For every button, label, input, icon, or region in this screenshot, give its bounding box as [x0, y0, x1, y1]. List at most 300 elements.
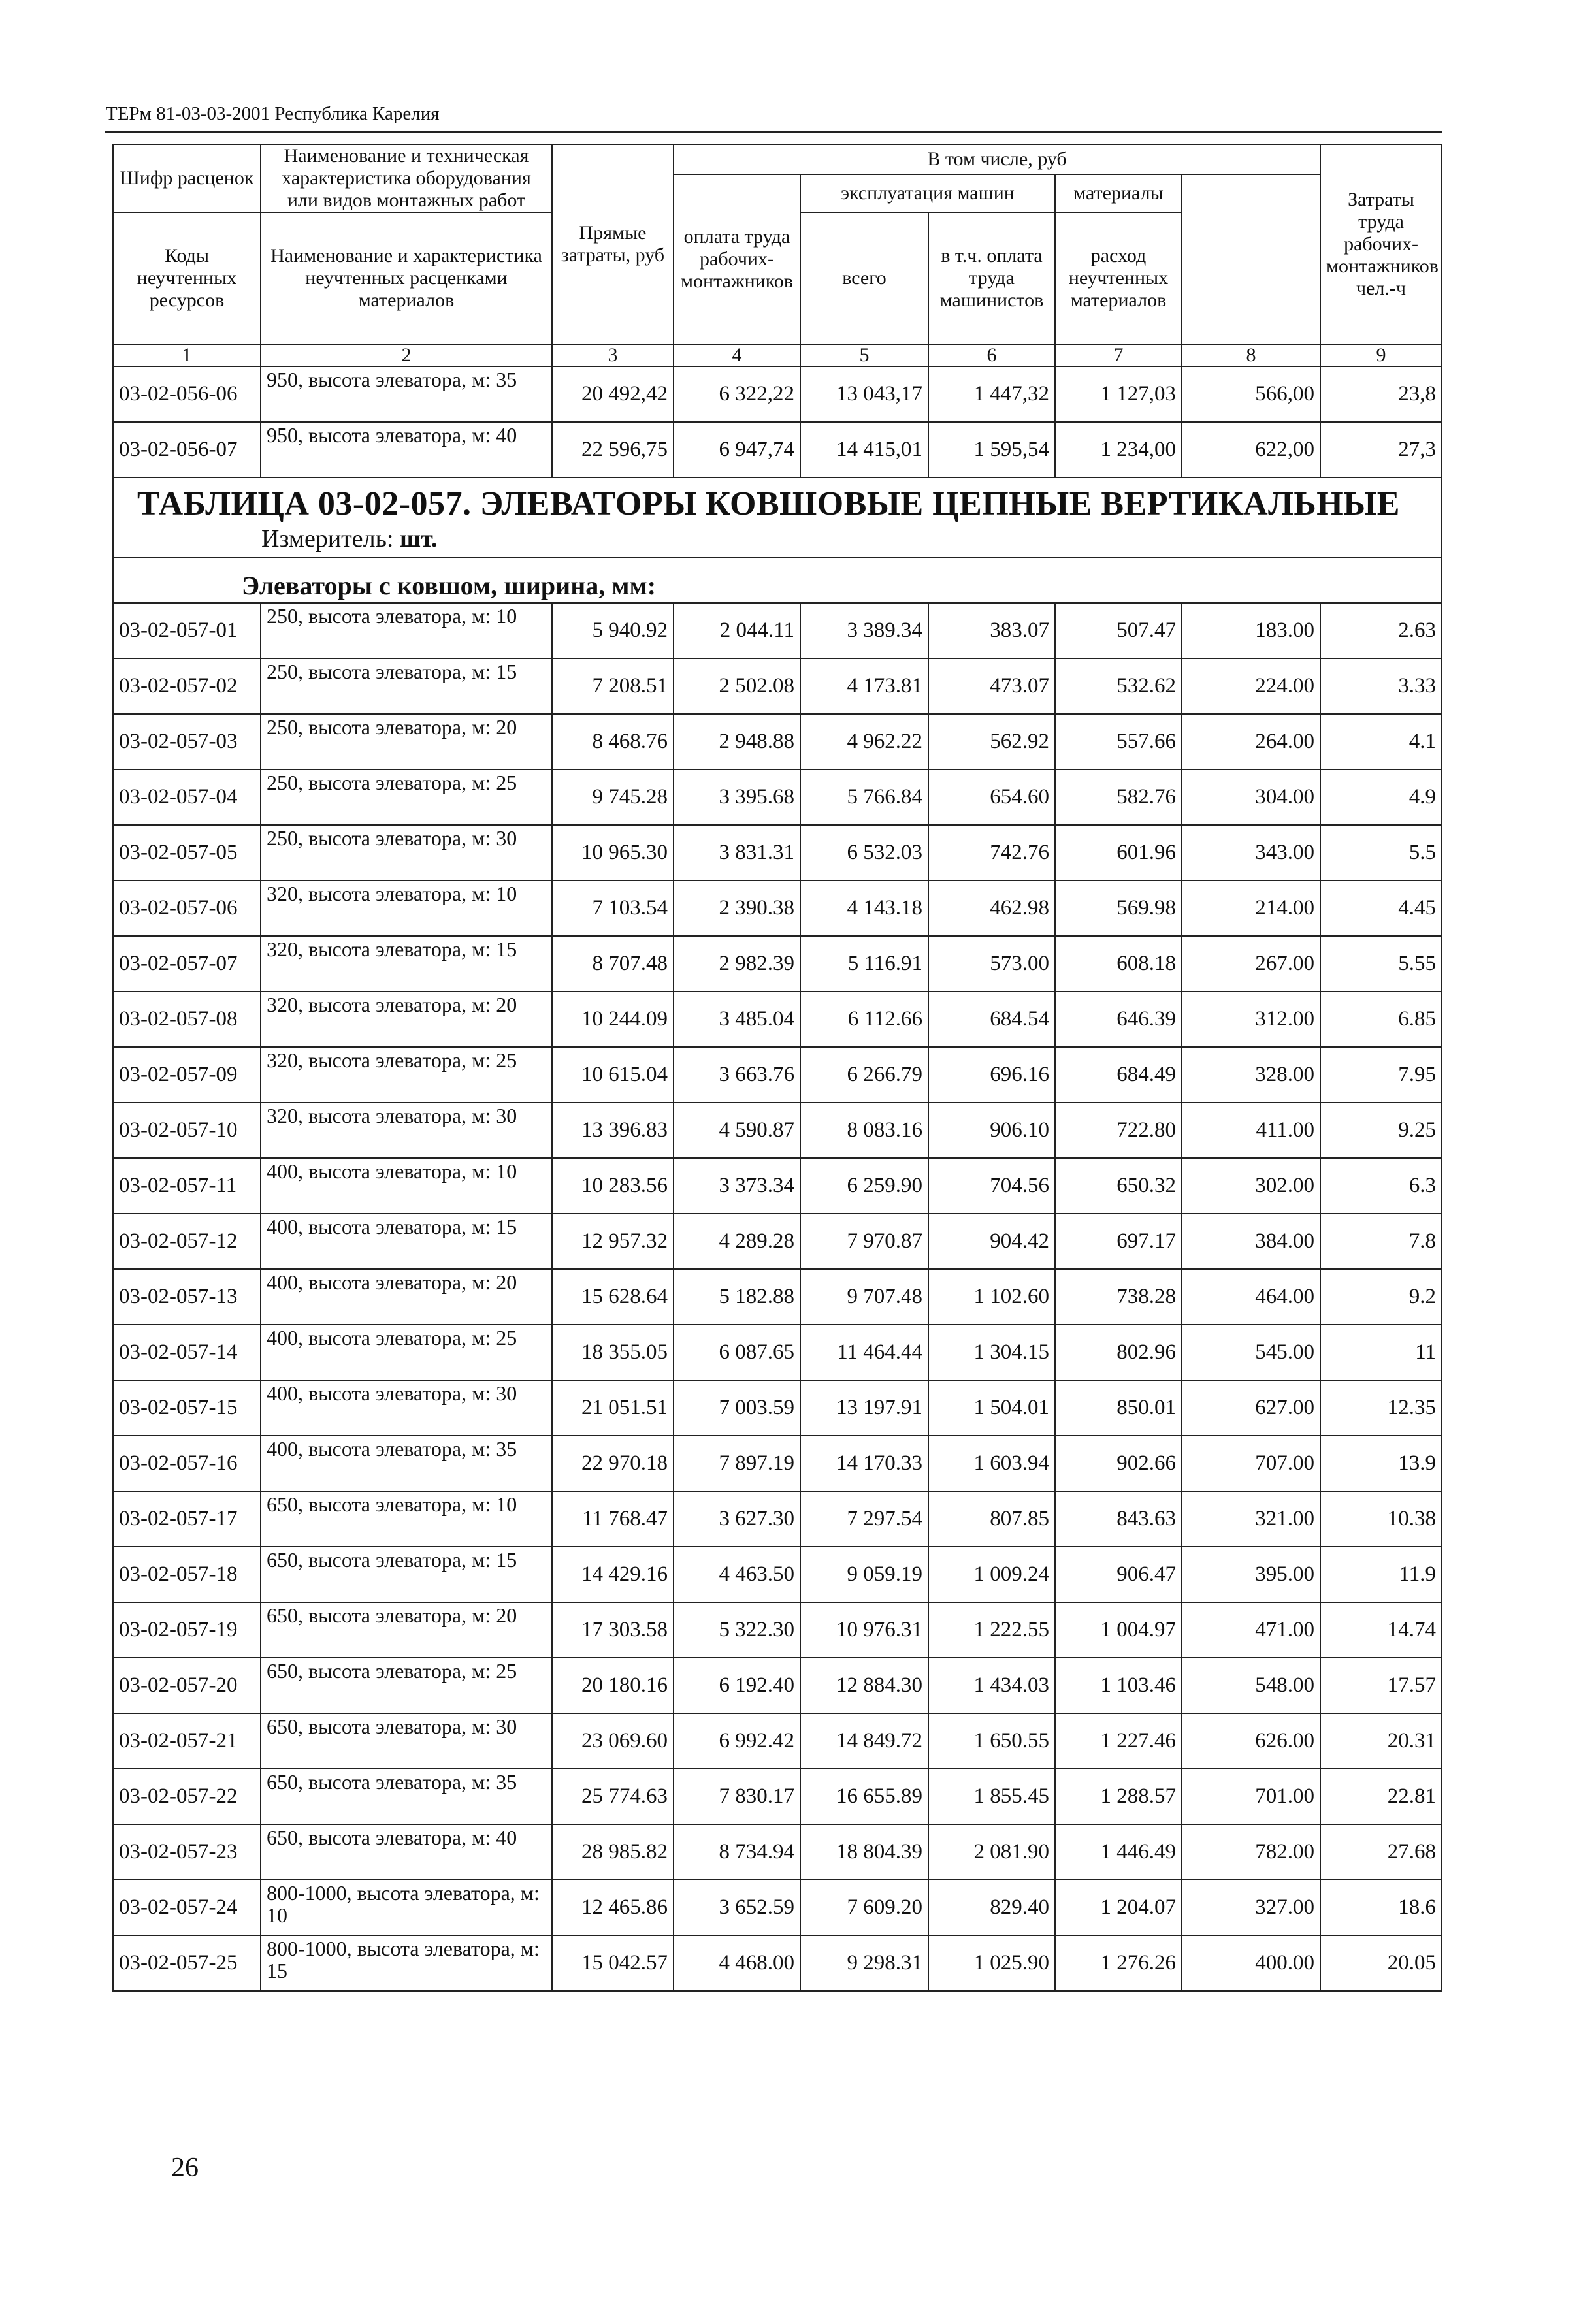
table-row — [113, 1214, 1442, 1269]
materials: 902.66 — [1055, 1436, 1182, 1491]
machines-total: 9 298.31 — [800, 1935, 928, 1991]
materials: 582.76 — [1055, 769, 1182, 825]
rate-code: 03-02-057-09 — [113, 1047, 261, 1103]
labor-hours: 701.00 — [1182, 1769, 1320, 1824]
machines-total: 8 083.16 — [800, 1103, 928, 1158]
materials: 569.98 — [1055, 880, 1182, 936]
machines-total: 12 884.30 — [800, 1658, 928, 1713]
machines-total: 14 849.72 — [800, 1713, 928, 1769]
rate-code: 03-02-057-06 — [113, 880, 261, 936]
direct-costs: 28 985.82 — [552, 1824, 674, 1880]
work-name: 800-1000, высота элеватора, м: 15 — [261, 1935, 552, 1991]
direct-costs: 13 396.83 — [552, 1103, 674, 1158]
column-number: 5 — [800, 344, 928, 366]
direct-costs: 18 355.05 — [552, 1325, 674, 1380]
machines-total: 14 415,01 — [800, 422, 928, 477]
machinists-pay: 1 304.15 — [928, 1325, 1055, 1380]
labor-hours: 782.00 — [1182, 1824, 1320, 1880]
machines-total: 18 804.39 — [800, 1824, 928, 1880]
direct-costs: 10 244.09 — [552, 992, 674, 1047]
labor-hours: 304.00 — [1182, 769, 1320, 825]
column-number: 3 — [552, 344, 674, 366]
rate-code: 03-02-057-15 — [113, 1380, 261, 1436]
work-name: 250, высота элеватора, м: 20 — [261, 714, 552, 769]
machinists-pay: 473.07 — [928, 658, 1055, 714]
work-name: 320, высота элеватора, м: 30 — [261, 1103, 552, 1158]
table-row — [113, 603, 1442, 658]
rates-table — [112, 144, 1442, 1992]
work-name: 320, высота элеватора, м: 15 — [261, 936, 552, 992]
table-row — [113, 825, 1442, 880]
mass: 4.9 — [1320, 769, 1442, 825]
labor-pay: 5 322.30 — [674, 1602, 800, 1658]
labor-hours: 627.00 — [1182, 1380, 1320, 1436]
machinists-pay: 573.00 — [928, 936, 1055, 992]
machinists-pay: 1 447,32 — [928, 366, 1055, 422]
table-row — [113, 1380, 1442, 1436]
machines-total: 16 655.89 — [800, 1769, 928, 1824]
header-machinists-pay: в т.ч. оплата труда машинистов — [928, 212, 1055, 344]
machinists-pay: 807.85 — [928, 1491, 1055, 1547]
section-title: Элеваторы с ковшом, ширина, мм: — [113, 557, 1442, 603]
machines-total: 6 112.66 — [800, 992, 928, 1047]
mass: 7.95 — [1320, 1047, 1442, 1103]
labor-pay: 3 395.68 — [674, 769, 800, 825]
work-name: 400, высота элеватора, м: 10 — [261, 1158, 552, 1214]
header-machines-total: всего — [800, 212, 928, 344]
labor-hours: 566,00 — [1182, 366, 1320, 422]
machines-total: 11 464.44 — [800, 1325, 928, 1380]
table-row — [113, 1103, 1442, 1158]
machines-total: 13 197.91 — [800, 1380, 928, 1436]
mass: 22.81 — [1320, 1769, 1442, 1824]
work-name: 320, высота элеватора, м: 10 — [261, 880, 552, 936]
work-name: 400, высота элеватора, м: 35 — [261, 1436, 552, 1491]
direct-costs: 17 303.58 — [552, 1602, 674, 1658]
header-materials: материалы — [1055, 174, 1182, 212]
header-name-line1: Наименование и техническая характеристика оборудования или видов монтажных работ — [261, 144, 552, 212]
labor-pay: 3 831.31 — [674, 825, 800, 880]
machinists-pay: 1 434.03 — [928, 1658, 1055, 1713]
mass: 9.25 — [1320, 1103, 1442, 1158]
work-name: 400, высота элеватора, м: 15 — [261, 1214, 552, 1269]
machines-total: 6 266.79 — [800, 1047, 928, 1103]
materials: 608.18 — [1055, 936, 1182, 992]
mass: 17.57 — [1320, 1658, 1442, 1713]
mass: 3.33 — [1320, 658, 1442, 714]
column-number: 1 — [113, 344, 261, 366]
machinists-pay: 1 650.55 — [928, 1713, 1055, 1769]
rate-code: 03-02-057-21 — [113, 1713, 261, 1769]
machines-total: 4 962.22 — [800, 714, 928, 769]
direct-costs: 15 042.57 — [552, 1935, 674, 1991]
work-name: 250, высота элеватора, м: 10 — [261, 603, 552, 658]
labor-hours: 302.00 — [1182, 1158, 1320, 1214]
labor-pay: 6 087.65 — [674, 1325, 800, 1380]
labor-pay: 3 663.76 — [674, 1047, 800, 1103]
column-number: 4 — [674, 344, 800, 366]
machines-total: 9 707.48 — [800, 1269, 928, 1325]
column-number: 8 — [1182, 344, 1320, 366]
work-name: 250, высота элеватора, м: 15 — [261, 658, 552, 714]
table-row — [113, 714, 1442, 769]
materials: 1 446.49 — [1055, 1824, 1182, 1880]
header-code-line2: Коды неучтенных ресурсов — [113, 212, 261, 344]
labor-pay: 7 830.17 — [674, 1769, 800, 1824]
header-machines: эксплуатация машин — [800, 174, 1055, 212]
machinists-pay: 2 081.90 — [928, 1824, 1055, 1880]
labor-pay: 4 463.50 — [674, 1547, 800, 1602]
mass: 2.63 — [1320, 603, 1442, 658]
mass: 23,8 — [1320, 366, 1442, 422]
table-row — [113, 658, 1442, 714]
direct-costs: 22 970.18 — [552, 1436, 674, 1491]
machinists-pay: 1 603.94 — [928, 1436, 1055, 1491]
materials: 601.96 — [1055, 825, 1182, 880]
materials: 650.32 — [1055, 1158, 1182, 1214]
table-title: ТАБЛИЦА 03-02-057. ЭЛЕВАТОРЫ КОВШОВЫЕ ЦЕПНЫЕ ВЕРТИКАЛЬНЫЕ — [137, 485, 1400, 523]
labor-pay: 6 192.40 — [674, 1658, 800, 1713]
mass: 6.85 — [1320, 992, 1442, 1047]
mass: 12.35 — [1320, 1380, 1442, 1436]
direct-costs: 14 429.16 — [552, 1547, 674, 1602]
rate-code: 03-02-057-13 — [113, 1269, 261, 1325]
header-incl: В том числе, руб — [674, 144, 1320, 174]
rate-code: 03-02-057-08 — [113, 992, 261, 1047]
labor-hours: 183.00 — [1182, 603, 1320, 658]
machines-total: 13 043,17 — [800, 366, 928, 422]
mass: 13.9 — [1320, 1436, 1442, 1491]
labor-pay: 2 948.88 — [674, 714, 800, 769]
labor-pay: 4 289.28 — [674, 1214, 800, 1269]
table-row — [113, 1824, 1442, 1880]
work-name: 950, высота элеватора, м: 35 — [261, 366, 552, 422]
machines-total: 3 389.34 — [800, 603, 928, 658]
mass: 14.74 — [1320, 1602, 1442, 1658]
labor-hours: 400.00 — [1182, 1935, 1320, 1991]
machinists-pay: 742.76 — [928, 825, 1055, 880]
direct-costs: 11 768.47 — [552, 1491, 674, 1547]
labor-pay: 2 502.08 — [674, 658, 800, 714]
materials: 1 227.46 — [1055, 1713, 1182, 1769]
table-row — [113, 769, 1442, 825]
labor-pay: 4 590.87 — [674, 1103, 800, 1158]
labor-hours: 312.00 — [1182, 992, 1320, 1047]
direct-costs: 22 596,75 — [552, 422, 674, 477]
labor-hours: 224.00 — [1182, 658, 1320, 714]
direct-costs: 21 051.51 — [552, 1380, 674, 1436]
work-name: 650, высота элеватора, м: 20 — [261, 1602, 552, 1658]
table-row — [113, 1547, 1442, 1602]
labor-pay: 3 627.30 — [674, 1491, 800, 1547]
materials: 697.17 — [1055, 1214, 1182, 1269]
unit-line — [261, 525, 1436, 553]
direct-costs: 10 283.56 — [552, 1158, 674, 1214]
direct-costs: 25 774.63 — [552, 1769, 674, 1824]
mass: 7.8 — [1320, 1214, 1442, 1269]
materials: 722.80 — [1055, 1103, 1182, 1158]
mass: 5.55 — [1320, 936, 1442, 992]
rate-code: 03-02-057-20 — [113, 1658, 261, 1713]
mass: 4.45 — [1320, 880, 1442, 936]
labor-hours: 395.00 — [1182, 1547, 1320, 1602]
header-code-line1: Шифр расценок — [113, 144, 261, 212]
rate-code: 03-02-057-10 — [113, 1103, 261, 1158]
table-row — [113, 992, 1442, 1047]
table-row — [113, 1658, 1442, 1713]
work-name: 250, высота элеватора, м: 25 — [261, 769, 552, 825]
labor-hours: 622,00 — [1182, 422, 1320, 477]
unit-label: Измеритель: — [261, 525, 394, 553]
mass: 4.1 — [1320, 714, 1442, 769]
machinists-pay: 829.40 — [928, 1880, 1055, 1935]
rate-code: 03-02-057-02 — [113, 658, 261, 714]
materials: 1 127,03 — [1055, 366, 1182, 422]
mass: 9.2 — [1320, 1269, 1442, 1325]
mass: 11 — [1320, 1325, 1442, 1380]
direct-costs: 12 957.32 — [552, 1214, 674, 1269]
table-row — [113, 1436, 1442, 1491]
materials: 843.63 — [1055, 1491, 1182, 1547]
mass: 18.6 — [1320, 1880, 1442, 1935]
mass: 20.05 — [1320, 1935, 1442, 1991]
labor-hours: 328.00 — [1182, 1047, 1320, 1103]
work-name: 650, высота элеватора, м: 10 — [261, 1491, 552, 1547]
labor-hours: 343.00 — [1182, 825, 1320, 880]
labor-pay: 2 982.39 — [674, 936, 800, 992]
machines-total: 5 766.84 — [800, 769, 928, 825]
labor-hours: 548.00 — [1182, 1658, 1320, 1713]
machinists-pay: 684.54 — [928, 992, 1055, 1047]
materials: 1 234,00 — [1055, 422, 1182, 477]
labor-hours: 264.00 — [1182, 714, 1320, 769]
labor-hours: 707.00 — [1182, 1436, 1320, 1491]
labor-hours: 411.00 — [1182, 1103, 1320, 1158]
rate-code: 03-02-057-05 — [113, 825, 261, 880]
rate-code: 03-02-057-12 — [113, 1214, 261, 1269]
table-row — [113, 880, 1442, 936]
labor-pay: 2 044.11 — [674, 603, 800, 658]
rate-code: 03-02-057-25 — [113, 1935, 261, 1991]
machinists-pay: 704.56 — [928, 1158, 1055, 1214]
machinists-pay: 562.92 — [928, 714, 1055, 769]
materials: 850.01 — [1055, 1380, 1182, 1436]
direct-costs: 23 069.60 — [552, 1713, 674, 1769]
work-name: 800-1000, высота элеватора, м: 10 — [261, 1880, 552, 1935]
header-labor-pay: оплата труда рабочих-монтажников — [674, 174, 800, 344]
table-row — [113, 1158, 1442, 1214]
work-name: 650, высота элеватора, м: 35 — [261, 1769, 552, 1824]
materials: 906.47 — [1055, 1547, 1182, 1602]
table-row — [113, 1935, 1442, 1991]
work-name: 400, высота элеватора, м: 25 — [261, 1325, 552, 1380]
page-number: 26 — [171, 2153, 199, 2183]
rate-code: 03-02-057-11 — [113, 1158, 261, 1214]
rate-code: 03-02-057-24 — [113, 1880, 261, 1935]
machines-total: 7 970.87 — [800, 1214, 928, 1269]
materials: 1 276.26 — [1055, 1935, 1182, 1991]
machinists-pay: 1 855.45 — [928, 1769, 1055, 1824]
labor-hours: 464.00 — [1182, 1269, 1320, 1325]
direct-costs: 20 492,42 — [552, 366, 674, 422]
machinists-pay: 904.42 — [928, 1214, 1055, 1269]
column-number: 9 — [1320, 344, 1442, 366]
rate-code: 03-02-057-14 — [113, 1325, 261, 1380]
table-row — [113, 1047, 1442, 1103]
header-rule — [105, 131, 1442, 133]
materials: 532.62 — [1055, 658, 1182, 714]
machines-total: 4 173.81 — [800, 658, 928, 714]
machinists-pay: 1 504.01 — [928, 1380, 1055, 1436]
machines-total: 6 532.03 — [800, 825, 928, 880]
unit-value: шт. — [400, 525, 438, 553]
column-number: 6 — [928, 344, 1055, 366]
machines-total: 7 297.54 — [800, 1491, 928, 1547]
machinists-pay: 654.60 — [928, 769, 1055, 825]
labor-hours: 626.00 — [1182, 1713, 1320, 1769]
labor-pay: 8 734.94 — [674, 1824, 800, 1880]
mass: 5.5 — [1320, 825, 1442, 880]
labor-hours: 267.00 — [1182, 936, 1320, 992]
direct-costs: 8 707.48 — [552, 936, 674, 992]
machines-total: 5 116.91 — [800, 936, 928, 992]
direct-costs: 20 180.16 — [552, 1658, 674, 1713]
labor-hours: 321.00 — [1182, 1491, 1320, 1547]
work-name: 650, высота элеватора, м: 40 — [261, 1824, 552, 1880]
machinists-pay: 906.10 — [928, 1103, 1055, 1158]
machines-total: 7 609.20 — [800, 1880, 928, 1935]
materials: 1 004.97 — [1055, 1602, 1182, 1658]
rate-code: 03-02-057-23 — [113, 1824, 261, 1880]
header-labor-costs: Затраты труда рабочих-монтажников чел.-ч — [1320, 144, 1442, 344]
labor-pay: 4 468.00 — [674, 1935, 800, 1991]
direct-costs: 9 745.28 — [552, 769, 674, 825]
table-row — [113, 936, 1442, 992]
machinists-pay: 1 025.90 — [928, 1935, 1055, 1991]
labor-hours: 327.00 — [1182, 1880, 1320, 1935]
machines-total: 9 059.19 — [800, 1547, 928, 1602]
machinists-pay: 462.98 — [928, 880, 1055, 936]
direct-costs: 12 465.86 — [552, 1880, 674, 1935]
direct-costs: 15 628.64 — [552, 1269, 674, 1325]
mass: 6.3 — [1320, 1158, 1442, 1214]
column-number: 2 — [261, 344, 552, 366]
table-row — [113, 1769, 1442, 1824]
rate-code: 03-02-057-07 — [113, 936, 261, 992]
rate-code: 03-02-057-01 — [113, 603, 261, 658]
work-name: 320, высота элеватора, м: 20 — [261, 992, 552, 1047]
table-row — [113, 1713, 1442, 1769]
work-name: 650, высота элеватора, м: 30 — [261, 1713, 552, 1769]
rate-code: 03-02-057-04 — [113, 769, 261, 825]
work-name: 650, высота элеватора, м: 15 — [261, 1547, 552, 1602]
materials: 1 204.07 — [1055, 1880, 1182, 1935]
direct-costs: 8 468.76 — [552, 714, 674, 769]
work-name: 650, высота элеватора, м: 25 — [261, 1658, 552, 1713]
labor-pay: 3 373.34 — [674, 1158, 800, 1214]
labor-pay: 6 322,22 — [674, 366, 800, 422]
mass: 27.68 — [1320, 1824, 1442, 1880]
table-row — [113, 1325, 1442, 1380]
labor-hours: 214.00 — [1182, 880, 1320, 936]
rate-code: 03-02-056-07 — [113, 422, 261, 477]
mass: 10.38 — [1320, 1491, 1442, 1547]
machinists-pay: 1 222.55 — [928, 1602, 1055, 1658]
labor-pay: 5 182.88 — [674, 1269, 800, 1325]
materials: 802.96 — [1055, 1325, 1182, 1380]
machinists-pay: 1 102.60 — [928, 1269, 1055, 1325]
machinists-pay: 696.16 — [928, 1047, 1055, 1103]
direct-costs: 7 103.54 — [552, 880, 674, 936]
direct-costs: 5 940.92 — [552, 603, 674, 658]
materials: 507.47 — [1055, 603, 1182, 658]
table-title-cell — [113, 477, 1442, 557]
table-row — [113, 1602, 1442, 1658]
materials: 684.49 — [1055, 1047, 1182, 1103]
labor-pay: 6 947,74 — [674, 422, 800, 477]
rate-code: 03-02-057-18 — [113, 1547, 261, 1602]
work-name: 400, высота элеватора, м: 30 — [261, 1380, 552, 1436]
labor-hours: 545.00 — [1182, 1325, 1320, 1380]
labor-pay: 2 390.38 — [674, 880, 800, 936]
direct-costs: 10 615.04 — [552, 1047, 674, 1103]
labor-pay: 7 003.59 — [674, 1380, 800, 1436]
machines-total: 6 259.90 — [800, 1158, 928, 1214]
work-name: 950, высота элеватора, м: 40 — [261, 422, 552, 477]
work-name: 320, высота элеватора, м: 25 — [261, 1047, 552, 1103]
labor-hours: 471.00 — [1182, 1602, 1320, 1658]
mass: 27,3 — [1320, 422, 1442, 477]
direct-costs: 10 965.30 — [552, 825, 674, 880]
materials: 1 288.57 — [1055, 1769, 1182, 1824]
machines-total: 14 170.33 — [800, 1436, 928, 1491]
table-row — [113, 366, 1442, 422]
machinists-pay: 1 595,54 — [928, 422, 1055, 477]
rate-code: 03-02-057-16 — [113, 1436, 261, 1491]
labor-pay: 7 897.19 — [674, 1436, 800, 1491]
materials: 646.39 — [1055, 992, 1182, 1047]
rate-code: 03-02-057-03 — [113, 714, 261, 769]
mass: 11.9 — [1320, 1547, 1442, 1602]
materials: 1 103.46 — [1055, 1658, 1182, 1713]
header-name-line2: Наименование и характеристика неучтенных расценками материалов — [261, 212, 552, 344]
rate-code: 03-02-056-06 — [113, 366, 261, 422]
rate-code: 03-02-057-22 — [113, 1769, 261, 1824]
labor-pay: 3 652.59 — [674, 1880, 800, 1935]
rate-code: 03-02-057-19 — [113, 1602, 261, 1658]
table-body — [113, 603, 1442, 1991]
materials: 557.66 — [1055, 714, 1182, 769]
header-materials-consumption: расход неучтенных материалов — [1055, 212, 1182, 344]
column-number: 7 — [1055, 344, 1182, 366]
table-row — [113, 1880, 1442, 1935]
header-direct-costs: Прямые затраты, руб — [552, 144, 674, 344]
running-head: ТЕРм 81-03-03-2001 Республика Карелия — [106, 103, 440, 124]
table-row — [113, 1269, 1442, 1325]
work-name: 400, высота элеватора, м: 20 — [261, 1269, 552, 1325]
machinists-pay: 1 009.24 — [928, 1547, 1055, 1602]
materials: 738.28 — [1055, 1269, 1182, 1325]
machines-total: 4 143.18 — [800, 880, 928, 936]
machines-total: 10 976.31 — [800, 1602, 928, 1658]
mass: 20.31 — [1320, 1713, 1442, 1769]
labor-hours: 384.00 — [1182, 1214, 1320, 1269]
rate-code: 03-02-057-17 — [113, 1491, 261, 1547]
direct-costs: 7 208.51 — [552, 658, 674, 714]
labor-pay: 6 992.42 — [674, 1713, 800, 1769]
table-row — [113, 1491, 1442, 1547]
machinists-pay: 383.07 — [928, 603, 1055, 658]
